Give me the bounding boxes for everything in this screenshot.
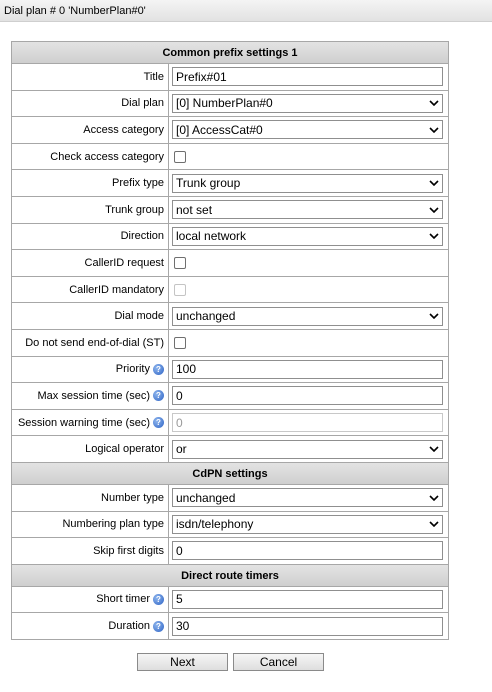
cancel-button[interactable]: Cancel	[233, 653, 324, 671]
dial-mode-label: Dial mode	[12, 303, 169, 329]
help-icon[interactable]: ?	[153, 390, 164, 401]
row-max-session-time	[12, 383, 449, 410]
numbering-plan-type-label: Numbering plan type	[12, 512, 169, 538]
help-icon[interactable]: ?	[153, 417, 164, 428]
row-session-warning-time	[12, 410, 449, 437]
row-callerid-mandatory	[12, 277, 449, 304]
row-logical-operator	[12, 436, 449, 463]
access-category-label: Access category	[12, 117, 169, 143]
logical-operator-label: Logical operator	[12, 436, 169, 462]
row-access-category	[12, 117, 449, 144]
trunk-group-value: not set	[176, 202, 213, 217]
prefix-type-select[interactable]	[172, 174, 443, 193]
priority-input[interactable]	[172, 360, 443, 379]
number-type-label: Number type	[12, 485, 169, 511]
section-common-prefix: Common prefix settings 1	[12, 42, 449, 64]
row-title	[12, 64, 449, 91]
row-duration	[12, 613, 449, 640]
short-timer-label: Short timer	[96, 593, 150, 606]
trunk-group-select[interactable]	[172, 200, 443, 219]
callerid-request-label: CallerID request	[12, 250, 169, 276]
session-warning-time-label: Session warning time (sec)	[17, 416, 150, 429]
priority-label: Priority	[115, 363, 150, 376]
session-warning-time-input	[172, 413, 443, 432]
chevron-down-icon	[426, 201, 442, 218]
callerid-mandatory-label: CallerID mandatory	[12, 277, 169, 303]
chevron-down-icon	[426, 489, 442, 506]
prefix-type-label: Prefix type	[12, 170, 169, 196]
short-timer-input[interactable]	[172, 590, 443, 609]
access-category-select[interactable]	[172, 120, 443, 139]
row-skip-first-digits	[12, 538, 449, 565]
row-priority	[12, 357, 449, 384]
direction-label: Direction	[12, 224, 169, 250]
chevron-down-icon	[426, 175, 442, 192]
duration-label: Duration	[108, 620, 150, 633]
title-input[interactable]	[172, 67, 443, 86]
number-type-select[interactable]	[172, 488, 443, 507]
callerid-request-checkbox[interactable]	[174, 257, 186, 269]
direction-value: local network	[176, 229, 247, 244]
skip-first-digits-label: Skip first digits	[12, 538, 169, 564]
row-prefix-type	[12, 170, 449, 197]
dial-mode-value: unchanged	[176, 309, 236, 324]
row-short-timer	[12, 587, 449, 614]
numbering-plan-type-value: isdn/telephony	[176, 517, 254, 532]
prefix-settings-form	[11, 41, 449, 640]
check-access-category-checkbox[interactable]	[174, 151, 186, 163]
row-direction	[12, 224, 449, 251]
prefix-type-value: Trunk group	[176, 176, 241, 191]
do-not-send-eod-checkbox[interactable]	[174, 337, 186, 349]
max-session-time-input[interactable]	[172, 386, 443, 405]
number-type-value: unchanged	[176, 490, 236, 505]
chevron-down-icon	[426, 516, 442, 533]
chevron-down-icon	[426, 308, 442, 325]
do-not-send-eod-label: Do not send end-of-dial (ST)	[12, 330, 169, 356]
trunk-group-label: Trunk group	[12, 197, 169, 223]
section-cdpn: CdPN settings	[12, 463, 449, 485]
row-dial-mode	[12, 303, 449, 330]
row-number-type	[12, 485, 449, 512]
title-label: Title	[12, 64, 169, 90]
access-category-value: [0] AccessCat#0	[176, 122, 263, 137]
logical-operator-select[interactable]	[172, 440, 443, 459]
dial-plan-select[interactable]	[172, 94, 443, 113]
duration-input[interactable]	[172, 617, 443, 636]
row-do-not-send-eod	[12, 330, 449, 357]
direction-select[interactable]	[172, 227, 443, 246]
help-icon[interactable]: ?	[153, 594, 164, 605]
check-access-category-label: Check access category	[12, 144, 169, 170]
row-dial-plan	[12, 91, 449, 118]
chevron-down-icon	[426, 95, 442, 112]
next-button[interactable]: Next	[137, 653, 228, 671]
chevron-down-icon	[426, 121, 442, 138]
help-icon[interactable]: ?	[153, 621, 164, 632]
section-direct-route-timers: Direct route timers	[12, 565, 449, 587]
max-session-time-label: Max session time (sec)	[37, 389, 150, 402]
skip-first-digits-input[interactable]	[172, 541, 443, 560]
logical-operator-value: or	[176, 442, 187, 457]
help-icon[interactable]: ?	[153, 364, 164, 375]
row-trunk-group	[12, 197, 449, 224]
dial-plan-value: [0] NumberPlan#0	[176, 96, 273, 111]
window-title: Dial plan # 0 'NumberPlan#0'	[0, 0, 492, 22]
row-numbering-plan-type	[12, 512, 449, 539]
dial-mode-select[interactable]	[172, 307, 443, 326]
numbering-plan-type-select[interactable]	[172, 515, 443, 534]
row-check-access-category	[12, 144, 449, 171]
chevron-down-icon	[426, 441, 442, 458]
row-callerid-request	[12, 250, 449, 277]
chevron-down-icon	[426, 228, 442, 245]
dial-plan-label: Dial plan	[12, 91, 169, 117]
callerid-mandatory-checkbox	[174, 284, 186, 296]
